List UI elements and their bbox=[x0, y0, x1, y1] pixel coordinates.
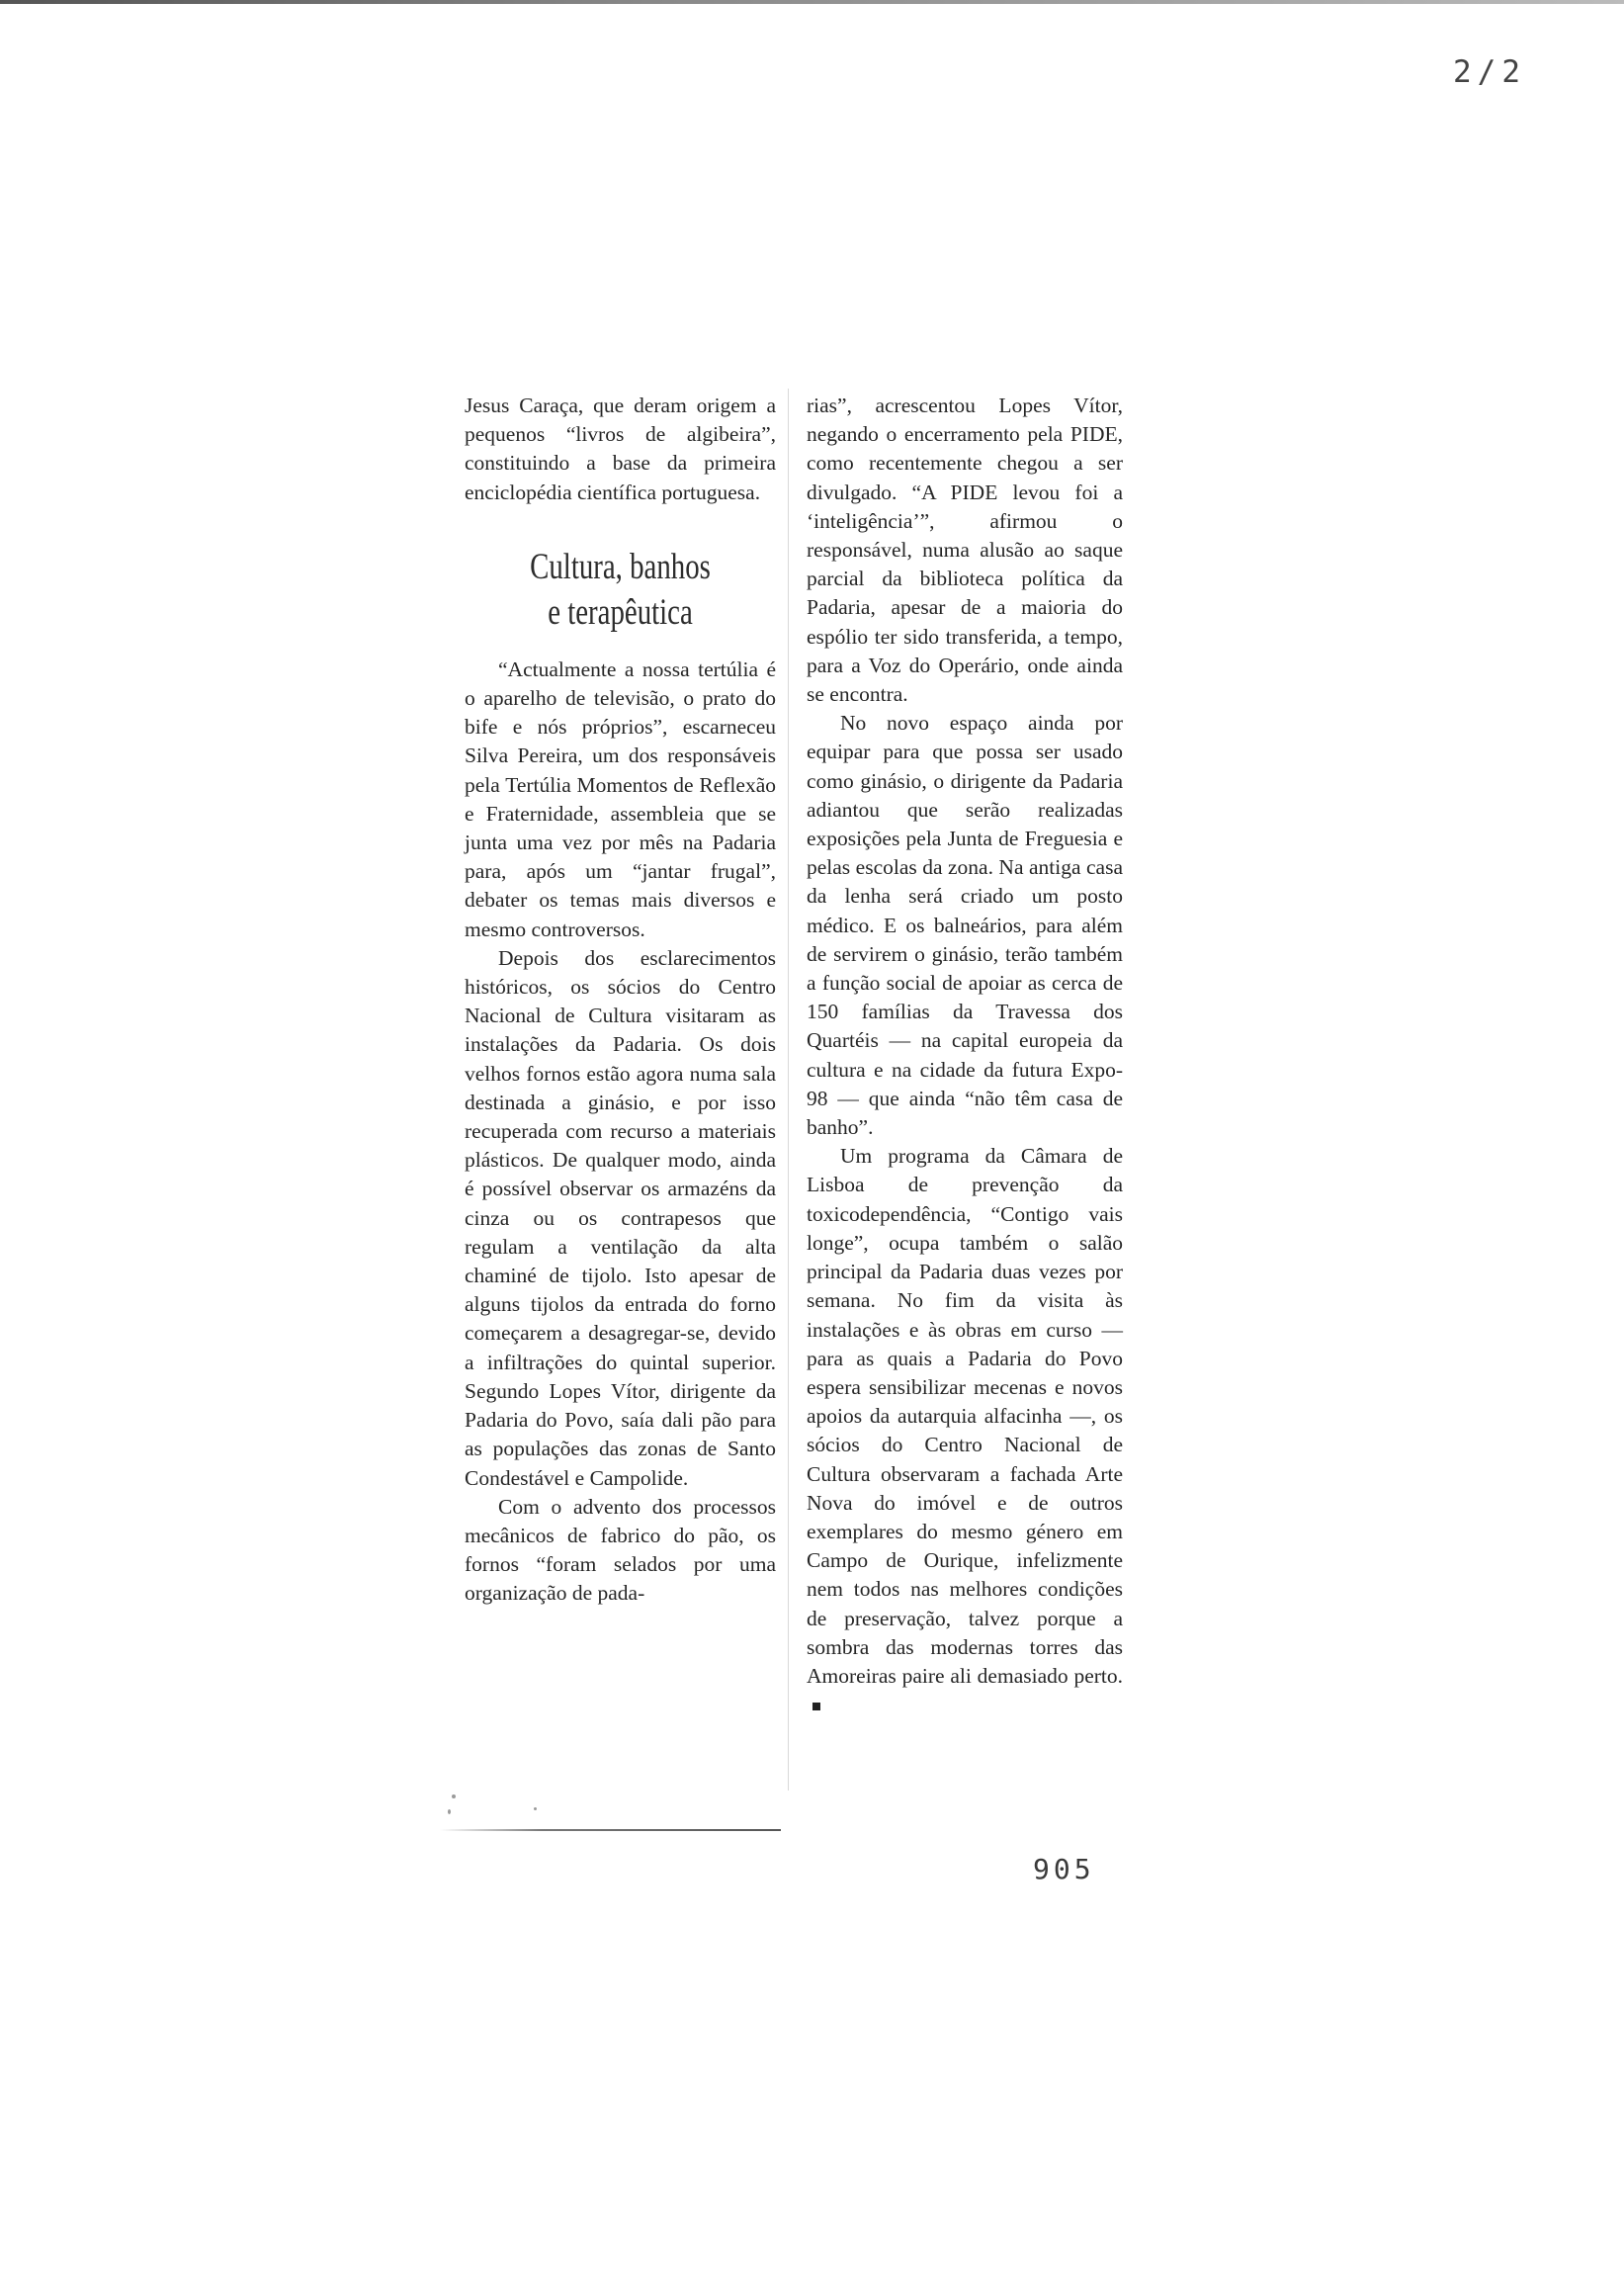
end-of-article-mark bbox=[812, 1703, 820, 1710]
paragraph: rias”, acrescentou Lopes Vítor, negando o encerramento pela PIDE, como recentemente chegou a ser divulgado. “A PIDE levou foi a ‘inteligência’”, afirmou o responsável, numa alusão ao saque parcial da biblioteca política da Padaria, apesar de a maioria do espólio ter sido transferida, a tempo, para a Voz do Operário, onde ainda se encontra. bbox=[807, 394, 1123, 707]
article-column-left bbox=[465, 392, 776, 1609]
column-divider bbox=[788, 389, 789, 1791]
subheading-line: Cultura, banhos bbox=[530, 546, 711, 587]
paragraph-text: Um programa da Câmara de Lisboa de prevenção da toxicodependência, “Contigo vais longe”, ocupa também o salão principal da Padaria duas vezes por semana. No fim da visita às instalações e às obras em curso — para as quais a Padaria do Povo espera sensibilizar mecenas e novos apoios da autarquia alfacinha —, os sócios do Centro Nacional de Cultura observaram a fachada Arte Nova do imóvel e de outros exemplares do mesmo género em Campo de Ourique, infelizmente nem todos nas melhores condições de preservação, talvez porque a sombra das modernas torres das Amoreiras paire ali demasiado perto. bbox=[807, 1144, 1123, 1688]
scan-top-edge bbox=[0, 0, 1624, 4]
paragraph: Jesus Caraça, que deram origem a pequenos “livros de algibeira”, constituindo a base da primeira enciclopédia científica portuguesa. bbox=[465, 394, 776, 504]
clipping-bottom-edge bbox=[440, 1829, 781, 1831]
paragraph bbox=[807, 1142, 1123, 1719]
page-number-mark: 2/2 bbox=[1453, 54, 1526, 90]
paragraph: Com o advento dos processos mecânicos de fabrico do pão, os fornos “foram selados por uma organização de pada- bbox=[465, 1494, 776, 1606]
paragraph: “Actualmente a nossa tertúlia é o aparelho de televisão, o prato do bife e nós próprios”, escarneceu Silva Pereira, um dos responsáveis pela Tertúlia Momentos de Reflexão e Fraternidade, assembleia que se junta uma vez por mês na Padaria para, após um “jantar frugal”, debater os temas mais diversos e mesmo controversos. bbox=[465, 656, 776, 941]
paragraph: Depois dos esclarecimentos históricos, os sócios do Centro Nacional de Cultura visitaram as instalações da Padaria. Os dois velhos fornos estão agora numa sala destinada a ginásio, e por isso recuperada com recurso a materiais plásticos. De qualquer modo, ainda é possível observar os armazéns da cinza ou os contrapesos que regulam a ventilação da alta chaminé de tijolo. Isto apesar de alguns tijolos da entrada do forno começarem a desagregar-se, devido a infiltrações do quintal superior. Segundo Lopes Vítor, dirigente da Padaria do Povo, saía dali pão para as populações das zonas de Santo Condestável e Campolide. bbox=[465, 945, 776, 1490]
scan-speck bbox=[448, 1809, 451, 1814]
subheading-line: e terapêutica bbox=[548, 591, 693, 633]
article-column-right bbox=[807, 392, 1123, 1719]
scan-speck bbox=[452, 1794, 456, 1798]
scan-speck bbox=[534, 1807, 537, 1810]
folio-number: 905 bbox=[1033, 1853, 1095, 1885]
paragraph: No novo espaço ainda por equipar para que possa ser usado como ginásio, o dirigente da Padaria adiantou que serão realizadas exposições pela Junta de Freguesia e pelas escolas da zona. Na antiga casa da lenha será criado um posto médico. E os balneários, para além de servirem o ginásio, terão também a função social de apoiar as cerca de 150 famílias da Travessa dos Quartéis — na capital europeia da cultura e na cidade da futura Expo-98 — que ainda “não têm casa de banho”. bbox=[807, 711, 1123, 1140]
section-subheading bbox=[499, 545, 742, 636]
